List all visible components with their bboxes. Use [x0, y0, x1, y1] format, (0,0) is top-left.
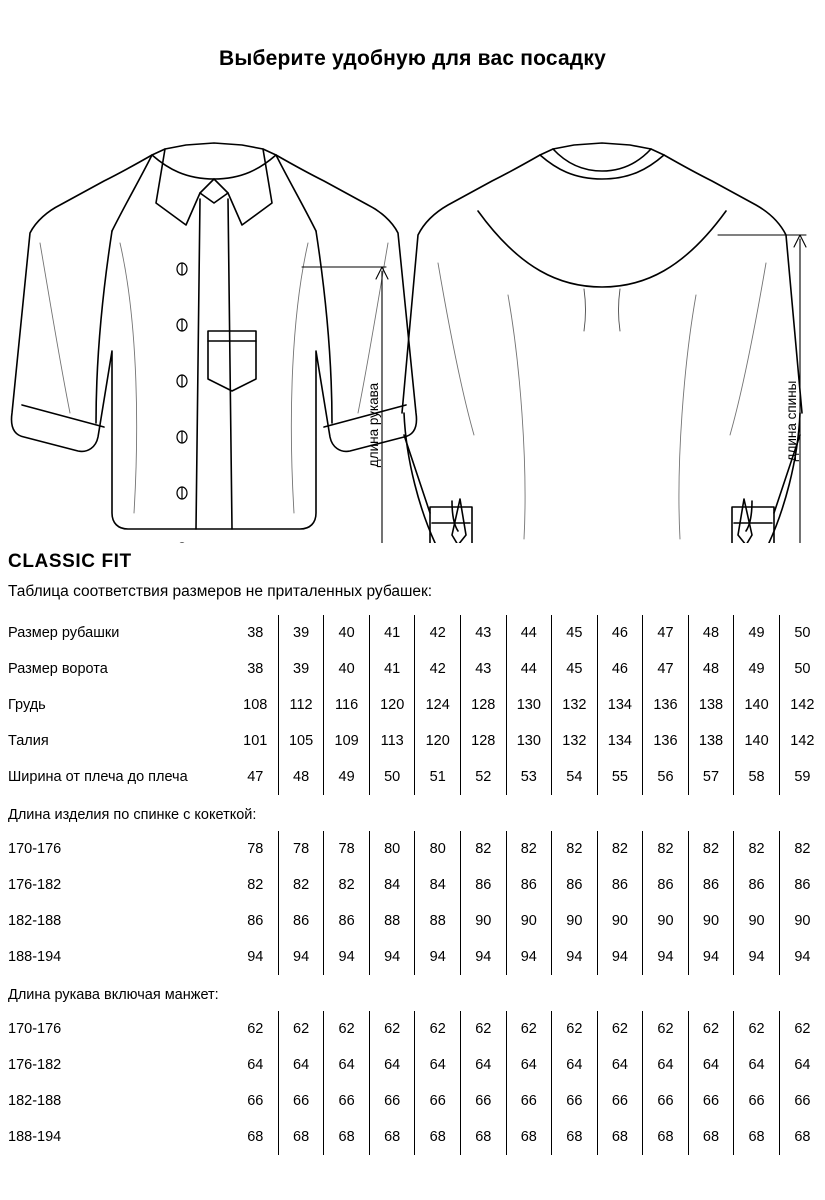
- table-cell: 86: [597, 867, 643, 903]
- table-cell: 68: [506, 1119, 552, 1155]
- table-cell: 44: [506, 651, 552, 687]
- row-label: Талия: [8, 733, 49, 749]
- table-cell: 48: [688, 615, 734, 651]
- table-cell: 94: [506, 939, 552, 975]
- table-cell: 82: [734, 831, 780, 867]
- table-cell: 113: [369, 723, 415, 759]
- table-cell: 86: [643, 867, 689, 903]
- table-cell: 38: [247, 661, 264, 677]
- table-cell: 78: [278, 831, 324, 867]
- table-cell: 52: [460, 759, 506, 795]
- table-cell: 88: [415, 903, 461, 939]
- table-cell: 56: [643, 759, 689, 795]
- row-label: 170-176: [8, 1021, 62, 1037]
- table-cell: 78: [247, 841, 264, 857]
- back-length-label: длина спины: [784, 380, 799, 462]
- table-cell: 94: [324, 939, 370, 975]
- table-cell: 64: [779, 1047, 825, 1083]
- table-cell: 120: [369, 687, 415, 723]
- table-cell: 66: [688, 1083, 734, 1119]
- table-cell: 82: [779, 831, 825, 867]
- table-cell: 68: [247, 1129, 264, 1145]
- table-cell: 82: [247, 877, 264, 893]
- table-cell: 64: [552, 1047, 598, 1083]
- table-cell: 94: [779, 939, 825, 975]
- table-cell: 90: [460, 903, 506, 939]
- table-cell: 39: [278, 651, 324, 687]
- table-cell: 68: [415, 1119, 461, 1155]
- table-cell: 94: [415, 939, 461, 975]
- table-cell: 44: [506, 615, 552, 651]
- table-cell: 66: [643, 1083, 689, 1119]
- table-cell: 82: [460, 831, 506, 867]
- table-cell: 142: [779, 723, 825, 759]
- table-cell: 132: [552, 687, 598, 723]
- table-cell: 90: [643, 903, 689, 939]
- table-cell: 112: [278, 687, 324, 723]
- table-cell: 134: [597, 723, 643, 759]
- row-label: 176-182: [8, 877, 62, 893]
- table-cell: 136: [643, 723, 689, 759]
- table-cell: 41: [369, 651, 415, 687]
- table-cell: 68: [278, 1119, 324, 1155]
- table-cell: 88: [369, 903, 415, 939]
- table-row: [8, 759, 825, 795]
- table-cell: 41: [369, 615, 415, 651]
- table-cell: 101: [243, 733, 268, 749]
- table-cell: 68: [324, 1119, 370, 1155]
- fit-subtitle: Таблица соответствия размеров не приталенных рубашек:: [8, 583, 433, 600]
- table-cell: 40: [324, 651, 370, 687]
- table-cell: 47: [643, 615, 689, 651]
- table-cell: 86: [779, 867, 825, 903]
- table-cell: 54: [552, 759, 598, 795]
- table-cell: 130: [506, 687, 552, 723]
- table-cell: 55: [597, 759, 643, 795]
- table-cell: 86: [506, 867, 552, 903]
- table-cell: 134: [597, 687, 643, 723]
- row-label: Длина изделия по спинке с кокеткой:: [8, 807, 257, 823]
- table-cell: 42: [415, 615, 461, 651]
- fit-title: CLASSIC FIT: [8, 551, 132, 572]
- table-cell: 45: [552, 615, 598, 651]
- row-label: 182-188: [8, 913, 62, 929]
- table-cell: 62: [278, 1011, 324, 1047]
- table-cell: 66: [278, 1083, 324, 1119]
- table-cell: 64: [597, 1047, 643, 1083]
- table-cell: 68: [460, 1119, 506, 1155]
- table-cell: 82: [324, 867, 370, 903]
- table-cell: 82: [643, 831, 689, 867]
- table-cell: 66: [552, 1083, 598, 1119]
- table-cell: 64: [369, 1047, 415, 1083]
- table-row: [8, 867, 825, 903]
- table-cell: 68: [643, 1119, 689, 1155]
- table-cell: 138: [688, 723, 734, 759]
- table-cell: 82: [278, 867, 324, 903]
- table-cell: 108: [243, 697, 268, 713]
- table-cell: 43: [460, 651, 506, 687]
- table-cell: 140: [734, 687, 780, 723]
- table-cell: 80: [369, 831, 415, 867]
- table-cell: 130: [506, 723, 552, 759]
- table-cell: 47: [247, 769, 264, 785]
- table-cell: 66: [415, 1083, 461, 1119]
- table-cell: 82: [688, 831, 734, 867]
- table-cell: 68: [369, 1119, 415, 1155]
- table-cell: 90: [734, 903, 780, 939]
- table-section-row: [8, 795, 825, 831]
- table-row: [8, 723, 825, 759]
- table-cell: 94: [552, 939, 598, 975]
- table-cell: 68: [552, 1119, 598, 1155]
- table-cell: 64: [415, 1047, 461, 1083]
- table-cell: 86: [278, 903, 324, 939]
- sleeve-length-label: длина рукава: [366, 382, 381, 468]
- table-cell: 68: [734, 1119, 780, 1155]
- table-cell: 62: [247, 1021, 264, 1037]
- table-cell: 39: [278, 615, 324, 651]
- table-cell: 48: [688, 651, 734, 687]
- table-cell: 82: [597, 831, 643, 867]
- table-cell: 105: [278, 723, 324, 759]
- table-cell: 109: [324, 723, 370, 759]
- table-cell: 62: [552, 1011, 598, 1047]
- table-cell: 84: [369, 867, 415, 903]
- table-cell: 64: [278, 1047, 324, 1083]
- table-cell: 50: [779, 651, 825, 687]
- table-cell: 136: [643, 687, 689, 723]
- table-cell: 62: [643, 1011, 689, 1047]
- table-cell: 120: [415, 723, 461, 759]
- table-cell: 53: [506, 759, 552, 795]
- table-cell: 68: [688, 1119, 734, 1155]
- row-label: 176-182: [8, 1057, 62, 1073]
- table-cell: 38: [247, 625, 264, 641]
- table-row: [8, 687, 825, 723]
- size-table: [8, 615, 825, 1155]
- table-cell: 66: [369, 1083, 415, 1119]
- row-label: 170-176: [8, 841, 62, 857]
- table-cell: 64: [506, 1047, 552, 1083]
- table-cell: 142: [779, 687, 825, 723]
- table-cell: 124: [415, 687, 461, 723]
- table-cell: 64: [643, 1047, 689, 1083]
- table-cell: 66: [597, 1083, 643, 1119]
- table-row: [8, 1011, 825, 1047]
- page-title: Выберите удобную для вас посадку: [218, 47, 607, 70]
- table-cell: 94: [734, 939, 780, 975]
- table-cell: 64: [247, 1057, 264, 1073]
- table-cell: 66: [460, 1083, 506, 1119]
- table-cell: 84: [415, 867, 461, 903]
- table-cell: 86: [324, 903, 370, 939]
- table-cell: 90: [506, 903, 552, 939]
- table-cell: 57: [688, 759, 734, 795]
- table-cell: 94: [247, 949, 264, 965]
- table-row: [8, 1083, 825, 1119]
- table-cell: 46: [597, 615, 643, 651]
- table-cell: 43: [460, 615, 506, 651]
- table-cell: 49: [324, 759, 370, 795]
- table-cell: 51: [415, 759, 461, 795]
- table-cell: 50: [779, 615, 825, 651]
- table-cell: 49: [734, 615, 780, 651]
- table-cell: 58: [734, 759, 780, 795]
- shirt-diagram-svg: [0, 83, 825, 543]
- table-cell: 47: [643, 651, 689, 687]
- table-cell: 128: [460, 687, 506, 723]
- row-label: Длина рукава включая манжет:: [8, 987, 219, 1003]
- table-cell: 45: [552, 651, 598, 687]
- table-cell: 62: [460, 1011, 506, 1047]
- table-row: [8, 1119, 825, 1155]
- table-cell: 94: [460, 939, 506, 975]
- table-cell: 82: [552, 831, 598, 867]
- row-label: Размер рубашки: [8, 625, 120, 641]
- table-cell: 86: [734, 867, 780, 903]
- table-cell: 62: [734, 1011, 780, 1047]
- table-row: [8, 939, 825, 975]
- table-cell: 94: [278, 939, 324, 975]
- row-label: 188-194: [8, 949, 62, 965]
- table-cell: 86: [552, 867, 598, 903]
- table-cell: 49: [734, 651, 780, 687]
- table-cell: 42: [415, 651, 461, 687]
- table-cell: 66: [779, 1083, 825, 1119]
- table-row: [8, 1047, 825, 1083]
- table-row: [8, 831, 825, 867]
- table-cell: 86: [247, 913, 264, 929]
- table-cell: 46: [597, 651, 643, 687]
- table-cell: 94: [369, 939, 415, 975]
- table-cell: 62: [415, 1011, 461, 1047]
- table-cell: 64: [688, 1047, 734, 1083]
- table-cell: 94: [688, 939, 734, 975]
- row-label: 188-194: [8, 1129, 62, 1145]
- table-cell: 138: [688, 687, 734, 723]
- table-cell: 62: [324, 1011, 370, 1047]
- table-cell: 94: [643, 939, 689, 975]
- table-cell: 40: [324, 615, 370, 651]
- table-cell: 80: [415, 831, 461, 867]
- row-label: Размер ворота: [8, 661, 108, 677]
- table-cell: 90: [688, 903, 734, 939]
- table-cell: 82: [506, 831, 552, 867]
- table-row: [8, 615, 825, 651]
- table-cell: 66: [734, 1083, 780, 1119]
- table-cell: 66: [324, 1083, 370, 1119]
- table-cell: 59: [779, 759, 825, 795]
- table-cell: 140: [734, 723, 780, 759]
- table-cell: 132: [552, 723, 598, 759]
- table-cell: 62: [597, 1011, 643, 1047]
- table-cell: 62: [506, 1011, 552, 1047]
- table-cell: 128: [460, 723, 506, 759]
- table-section-row: [8, 975, 825, 1011]
- table-cell: 90: [552, 903, 598, 939]
- table-cell: 94: [597, 939, 643, 975]
- row-label: Грудь: [8, 697, 46, 713]
- row-label: 182-188: [8, 1093, 62, 1109]
- table-cell: 90: [779, 903, 825, 939]
- row-label: Ширина от плеча до плеча: [8, 769, 188, 785]
- table-cell: 50: [369, 759, 415, 795]
- table-cell: 66: [247, 1093, 264, 1109]
- table-cell: 66: [506, 1083, 552, 1119]
- table-cell: 68: [597, 1119, 643, 1155]
- table-cell: 86: [460, 867, 506, 903]
- table-row: [8, 651, 825, 687]
- table-cell: 62: [369, 1011, 415, 1047]
- table-cell: 78: [324, 831, 370, 867]
- table-cell: 68: [779, 1119, 825, 1155]
- table-cell: 64: [460, 1047, 506, 1083]
- table-cell: 86: [688, 867, 734, 903]
- table-cell: 64: [734, 1047, 780, 1083]
- shirt-illustrations: [0, 83, 825, 543]
- table-cell: 64: [324, 1047, 370, 1083]
- table-cell: 62: [688, 1011, 734, 1047]
- table-cell: 48: [278, 759, 324, 795]
- table-cell: 62: [779, 1011, 825, 1047]
- table-row: [8, 903, 825, 939]
- table-cell: 90: [597, 903, 643, 939]
- table-cell: 116: [324, 687, 370, 723]
